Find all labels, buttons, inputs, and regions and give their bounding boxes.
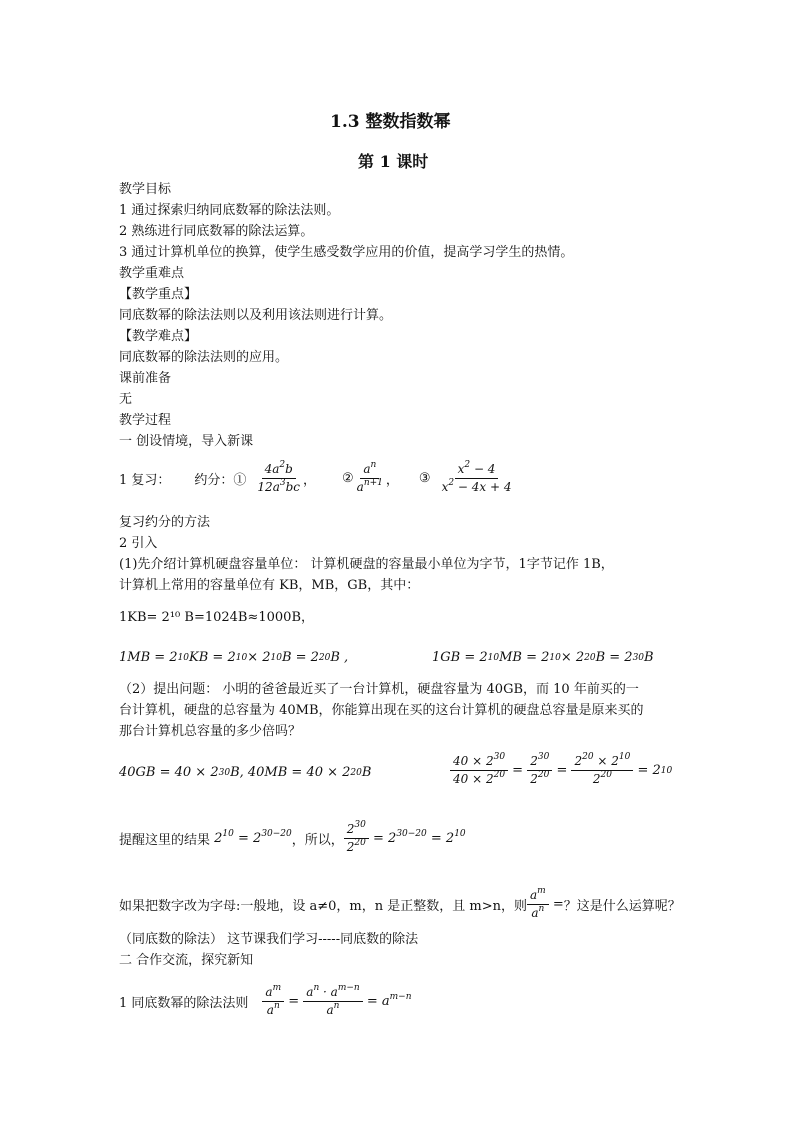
- question-text-2: 台计算机，硬盘的总容量为 40MB，你能算出现在买的这台计算机的硬盘总容量是原来买的: [119, 703, 644, 718]
- general-case-question: ？这是什么运算呢？: [563, 899, 681, 914]
- review-label: 1 复习：: [119, 473, 171, 488]
- reminder-so: ，所以，: [291, 833, 344, 848]
- kb-definition: 1KB= 2¹⁰ B=1024B≈1000B，: [119, 610, 315, 625]
- section-heading-preparation: 课前准备: [119, 371, 172, 386]
- objective-1: 1 通过探索归纳同底数幂的除法法则。: [119, 203, 340, 218]
- reminder-text: 提醒这里的结果: [119, 833, 211, 848]
- reminder-fraction: $\frac{2^{30}}{2^{20}}$: [344, 822, 369, 855]
- intro-text-2: 计算机上常用的容量单位有 KB，MB，GB，其中：: [119, 578, 420, 593]
- document-title: 1.3 整数指数幂: [330, 112, 451, 132]
- review-method: 复习约分的方法: [119, 515, 211, 530]
- question-text-1: （2）提出问题： 小明的爸爸最近买了一台计算机，硬盘容量为 40GB，而 10 年前买的一: [119, 682, 639, 697]
- preparation-text: 无: [119, 392, 133, 407]
- section-heading-objectives: 教学目标: [119, 182, 172, 197]
- intro-text-1: (1)先介绍计算机硬盘容量单位： 计算机硬盘的容量最小单位为字节，1字节记作 1B，: [119, 557, 614, 572]
- reduce-label: 约分：①: [194, 473, 247, 488]
- general-fraction: $\frac{a^m}{a^n}$: [527, 888, 549, 921]
- difficulty-text: 同底数幂的除法法则的应用。: [119, 350, 289, 365]
- intro-heading: 2 引入: [119, 536, 158, 551]
- section-heading-keypoints: 教学重难点: [119, 266, 185, 281]
- lesson-topic: （同底数的除法） 这节课我们学习-----同底数的除法: [119, 932, 419, 947]
- rule-line: 1 同底数幂的除法法则 $\frac{a^m}{a^n}$ = $\frac{a^n \cdot a^{m-n}}{a^n}$ = $a^{m-n}$: [119, 983, 412, 1017]
- fraction-2: $\frac{a^n}{a^{n+1}}$: [356, 460, 383, 494]
- step-1-heading: 一 创设情境，导入新课: [119, 434, 254, 449]
- ratio-equation: $\frac{40 \times 2^{30}}{40 \times 2^{20}}$ = $\frac{2^{30}}{2^{20}}$ = $\frac{2^{20} \times 2^{10}}{2^{20}}$ = 2 10: [450, 754, 672, 787]
- general-case-line: 如果把数字改为字母:一般地，设 a≠0，m，n 是正整数，且 m>n，则 $\frac{a^m}{a^n}$ = ？这是什么运算呢？: [119, 886, 681, 920]
- gb-equation: 1GB = 2 10 MB = 2 10 × 2 20 B = 2 30 B: [432, 650, 654, 665]
- mb-equation: 1MB = 2 10 KB = 2 10 × 2 10 B = 2 20 B ,: [119, 650, 349, 665]
- section-heading-process: 教学过程: [119, 413, 172, 428]
- step-2-heading: 二 合作交流，探究新知: [119, 953, 254, 968]
- general-case-text: 如果把数字改为字母:一般地，设 a≠0，m，n 是正整数，且 m>n，则: [119, 899, 527, 914]
- fraction-3: $\frac{x^2 - 4}{x^2 - 4x + 4}$: [441, 460, 512, 494]
- rule-label: 1 同底数幂的除法法则: [119, 996, 249, 1011]
- objective-3: 3 通过计算机单位的换算，使学生感受数学应用的价值，提高学习学生的热情。: [119, 245, 574, 260]
- circled-2: ②: [342, 471, 354, 486]
- objective-2: 2 熟练进行同底数幂的除法运算。: [119, 224, 314, 239]
- question-text-3: 那台计算机总容量的多少倍吗？: [119, 724, 302, 739]
- reminder-line: 提醒这里的结果 $2^{10} = 2^{30-20}$ ，所以， $\frac{2^{30}}{2^{20}}$ = $2^{30-20} = 2^{10}$: [119, 820, 466, 854]
- subheading-difficulty: 【教学难点】: [119, 329, 198, 344]
- fraction-1: $\frac{4a^2b}{12a^3bc}$: [257, 460, 300, 494]
- key-point-text: 同底数幂的除法法则以及利用该法则进行计算。: [119, 308, 393, 323]
- review-line: 1 复习： 约分：① $\frac{4a^2b}{12a^3bc}$ ， ② $\frac{a^n}{a^{n+1}}$ ， ③ $\frac{x^2 - 4}{x^2 - 4x + 4}$: [119, 462, 515, 495]
- document-subtitle: 第 1 课时: [358, 152, 429, 171]
- subheading-key: 【教学重点】: [119, 287, 198, 302]
- circled-3: ③: [418, 471, 431, 486]
- capacity-equation: 40GB = 40 × 2 30 B, 40MB = 40 × 2 20 B: [119, 765, 372, 780]
